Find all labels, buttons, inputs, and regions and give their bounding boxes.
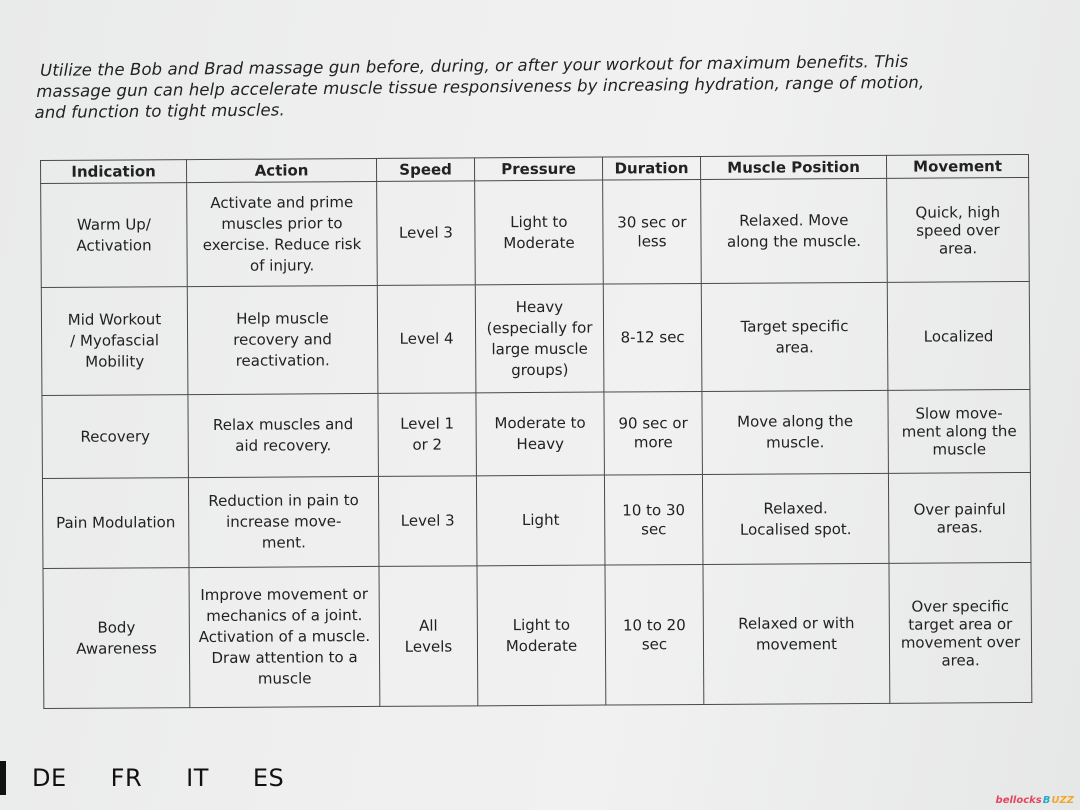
- table-row: [43, 562, 1032, 708]
- cell-line: Light to: [512, 615, 571, 634]
- cell-movement: [888, 389, 1031, 473]
- cell-line: Heavy: [515, 297, 564, 316]
- intro-paragraph: [34, 50, 1035, 123]
- header-pressure: Pressure: [474, 157, 602, 181]
- cell-line: area.: [775, 337, 814, 357]
- language-it: IT: [186, 764, 209, 792]
- intro-line-1: Utilize the Bob and Brad massage gun before, during, or after your workout for maximum benefits. This: [40, 51, 909, 80]
- cell-line: speed over: [916, 220, 1000, 240]
- cell-line: sec: [641, 519, 667, 538]
- cell-line: Pain Modulation: [56, 513, 176, 532]
- cell-indication: [42, 478, 189, 569]
- cell-duration: [603, 179, 702, 284]
- cell-pressure: [475, 284, 604, 393]
- cell-line: Levels: [404, 636, 453, 656]
- cell-position: [702, 390, 889, 474]
- cell-line: Localized: [923, 326, 994, 346]
- cell-speed: [377, 181, 476, 286]
- cell-line: Level 3: [398, 223, 453, 242]
- language-marker: [0, 761, 6, 795]
- language-selector: [0, 760, 328, 796]
- cell-line: (especially for: [486, 318, 593, 337]
- cell-line: movement: [755, 634, 838, 654]
- cell-line: Over painful: [913, 499, 1006, 519]
- cell-line: Help muscle: [236, 309, 329, 328]
- cell-line: muscle: [932, 440, 987, 459]
- cell-line: recovery and: [233, 330, 332, 349]
- cell-line: ment along the: [901, 422, 1017, 441]
- cell-indication: [42, 395, 189, 479]
- cell-line: Target specific: [740, 316, 849, 336]
- header-indication: Indication: [41, 160, 187, 184]
- cell-movement: [889, 562, 1032, 703]
- cell-duration: [604, 391, 703, 475]
- watermark-part-1: bellocks: [995, 795, 1042, 806]
- cell-line: 30 sec or: [617, 212, 687, 231]
- cell-pressure: [475, 180, 604, 285]
- cell-line: aid recovery.: [235, 436, 332, 455]
- language-es: ES: [252, 764, 285, 792]
- cell-duration: [604, 474, 703, 565]
- cell-line: area.: [938, 238, 978, 258]
- header-speed: Speed: [376, 158, 474, 182]
- language-de: DE: [32, 764, 67, 792]
- cell-line: mechanics of a joint.: [206, 606, 363, 625]
- cell-line: Moderate: [503, 233, 575, 252]
- cell-indication: [43, 568, 190, 709]
- cell-action: [189, 566, 380, 707]
- cell-action: [187, 181, 378, 286]
- cell-pressure: [476, 392, 605, 476]
- table-row: [42, 472, 1031, 568]
- cell-line: reactivation.: [235, 351, 330, 370]
- cell-line: 90 sec or: [618, 414, 688, 433]
- cell-position: [701, 282, 888, 391]
- cell-line: Localised spot.: [739, 519, 852, 539]
- cell-line: Activate and prime: [210, 192, 354, 212]
- cell-position: [702, 473, 889, 564]
- cell-line: 10 to 30: [622, 500, 686, 519]
- cell-line: Slow move-: [915, 404, 1003, 423]
- cell-speed: [377, 285, 476, 394]
- cell-position: [701, 178, 888, 283]
- cell-line: 8-12 sec: [620, 328, 685, 347]
- cell-line: muscle.: [765, 433, 825, 452]
- usage-table: [40, 154, 1032, 709]
- cell-speed: [378, 393, 477, 477]
- cell-line: Light to: [510, 212, 568, 231]
- cell-indication: [41, 183, 188, 288]
- cell-line: Awareness: [76, 638, 157, 658]
- cell-movement: [887, 281, 1030, 390]
- cell-line: Level 3: [400, 511, 455, 530]
- watermark-logo: [996, 795, 1074, 806]
- cell-action: [188, 476, 379, 567]
- cell-line: / Myofascial: [70, 331, 160, 350]
- cell-movement: [888, 472, 1031, 563]
- cell-line: Relaxed. Move: [739, 210, 849, 230]
- cell-speed: [379, 566, 478, 707]
- cell-indication: [41, 287, 188, 396]
- cell-line: Warm Up/: [76, 214, 151, 234]
- cell-action: [187, 285, 378, 394]
- cell-line: Reduction in pain to: [208, 491, 359, 510]
- cell-line: Heavy: [516, 434, 565, 454]
- cell-line: Activation of a muscle.: [198, 626, 371, 647]
- cell-speed: [378, 476, 477, 567]
- cell-line: 10 to 20: [622, 615, 686, 634]
- cell-pressure: [476, 475, 605, 566]
- cell-duration: [603, 283, 702, 392]
- cell-line: less: [637, 231, 667, 250]
- watermark-part-2: B: [1042, 795, 1051, 806]
- cell-line: Moderate to: [494, 413, 586, 433]
- intro-line-2: massage gun can help accelerate muscle tissue responsiveness by increasing hydration, range of motion,: [36, 72, 925, 101]
- cell-line: increase move-: [226, 512, 342, 531]
- cell-duration: [605, 564, 704, 705]
- cell-line: or 2: [412, 435, 443, 454]
- cell-pressure: [477, 565, 606, 706]
- cell-line: target area or: [908, 614, 1013, 634]
- header-action: Action: [187, 158, 377, 182]
- cell-line: area.: [941, 650, 980, 670]
- cell-line: more: [633, 433, 673, 452]
- header-duration: Duration: [602, 156, 700, 180]
- table-row: [41, 177, 1030, 287]
- cell-line: areas.: [936, 517, 983, 537]
- cell-movement: [887, 177, 1030, 282]
- cell-line: muscles prior to: [221, 213, 343, 233]
- table-row: [41, 281, 1030, 395]
- cell-line: movement over: [900, 632, 1021, 652]
- usage-table-wrapper: [40, 154, 1029, 710]
- cell-line: Mobility: [85, 352, 145, 371]
- cell-line: Draw attention to a: [211, 648, 358, 667]
- cell-line: Level 1: [400, 414, 455, 433]
- header-muscle-position: Muscle Position: [700, 155, 886, 179]
- cell-line: exercise. Reduce risk: [202, 234, 362, 254]
- cell-line: sec: [641, 634, 668, 653]
- watermark-part-3: UZZ: [1051, 795, 1074, 806]
- cell-line: muscle: [257, 669, 312, 688]
- cell-line: Mid Workout: [67, 310, 162, 329]
- cell-line: Moderate: [505, 636, 578, 655]
- cell-line: Relax muscles and: [212, 415, 354, 434]
- cell-line: of injury.: [249, 255, 315, 275]
- cell-line: Recovery: [80, 426, 151, 446]
- cell-line: Body: [97, 617, 136, 637]
- cell-line: groups): [511, 360, 569, 379]
- cell-line: Improve movement or: [200, 585, 369, 605]
- cell-line: All: [418, 616, 438, 635]
- cell-line: Over specific: [911, 596, 1010, 616]
- language-fr: FR: [110, 764, 143, 792]
- cell-line: ment.: [261, 533, 306, 552]
- header-movement: Movement: [886, 154, 1028, 178]
- table-row: [42, 389, 1030, 478]
- cell-line: Relaxed or with: [738, 613, 855, 633]
- cell-line: Light: [521, 510, 560, 530]
- intro-line-3: and function to tight muscles.: [34, 100, 285, 122]
- cell-position: [703, 563, 890, 704]
- cell-line: Move along the: [737, 412, 854, 431]
- cell-line: large muscle: [491, 339, 588, 358]
- cell-line: along the muscle.: [726, 231, 862, 251]
- cell-line: Activation: [76, 235, 152, 255]
- cell-line: Relaxed.: [763, 498, 828, 518]
- cell-line: Level 4: [399, 329, 454, 348]
- cell-action: [188, 393, 379, 477]
- cell-line: Quick, high: [915, 202, 1001, 222]
